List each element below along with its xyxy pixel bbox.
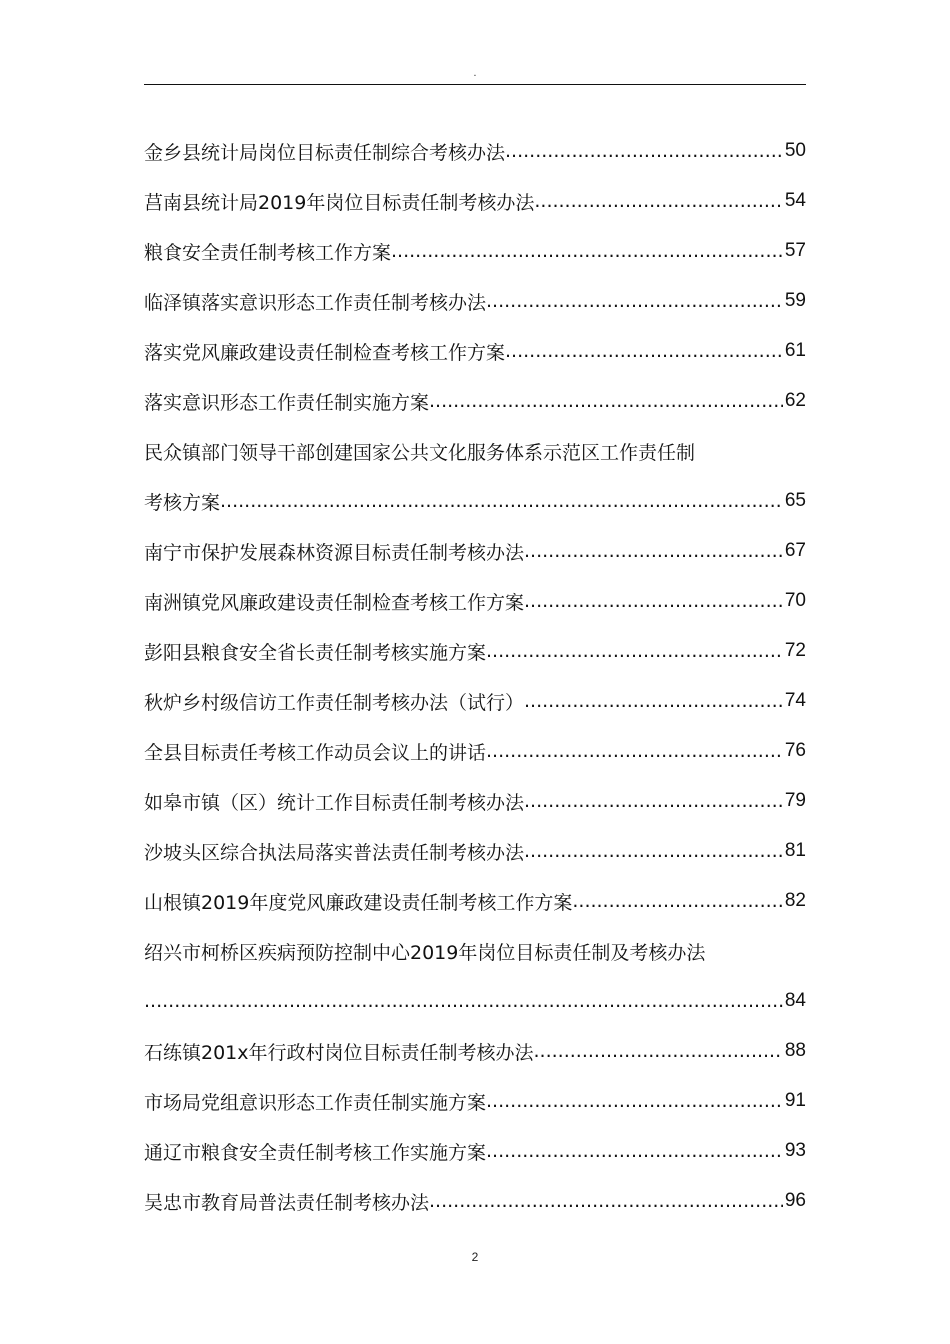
toc-leader-dots: [534, 190, 783, 212]
toc-entry-title: 全县目标责任考核工作动员会议上的讲话: [144, 741, 487, 764]
toc-entry-page: 96: [784, 1190, 806, 1211]
toc-leader-dots: [486, 740, 783, 762]
toc-entry-title: 南宁市保护发展森林资源目标责任制考核办法: [144, 541, 525, 564]
toc-entry[interactable]: [144, 676, 806, 726]
toc-entry[interactable]: [144, 226, 806, 276]
toc-entry-page: 67: [784, 540, 806, 561]
toc-leader-dots: [534, 1040, 783, 1062]
toc-entry-page: 59: [784, 290, 806, 311]
toc-entry[interactable]: [144, 526, 806, 576]
toc-entry[interactable]: [144, 776, 806, 826]
toc-entry-page: 91: [784, 1090, 806, 1111]
toc-entry-title: 南洲镇党风廉政建设责任制检查考核工作方案: [144, 591, 525, 614]
toc-entry-wrapped-first-line[interactable]: [144, 926, 806, 976]
toc-entry[interactable]: [144, 576, 806, 626]
toc-entry-title: 落实意识形态工作责任制实施方案: [144, 391, 430, 414]
toc-entry-page: 74: [784, 690, 806, 711]
toc-entry[interactable]: [144, 276, 806, 326]
toc-entry-page: 54: [784, 190, 806, 211]
toc-leader-dots: [486, 1140, 783, 1162]
toc-entry-title: 彭阳县粮食安全省长责任制考核实施方案: [144, 641, 487, 664]
toc-entry-title: 如皋市镇（区）统计工作目标责任制考核办法: [144, 791, 525, 814]
toc-entry-page: 61: [784, 340, 806, 361]
toc-entry-page: 76: [784, 740, 806, 761]
page-number: 2: [471, 1250, 479, 1264]
toc-entry[interactable]: [144, 1026, 806, 1076]
toc-entry[interactable]: [144, 826, 806, 876]
toc-entry-page: 70: [784, 590, 806, 611]
toc-entry-title: 民众镇部门领导干部创建国家公共文化服务体系示范区工作责任制: [144, 441, 696, 464]
toc-entry-title: 绍兴市柯桥区疾病预防控制中心2019年岗位目标责任制及考核办法: [144, 941, 706, 964]
toc-entry-page: 93: [784, 1140, 806, 1161]
toc-entry[interactable]: [144, 376, 806, 426]
toc-leader-dots: [524, 790, 783, 812]
toc-entry-title: 莒南县统计局2019年岗位目标责任制考核办法: [144, 191, 535, 214]
toc-entry-title: 市场局党组意识形态工作责任制实施方案: [144, 1091, 487, 1114]
toc-entry-title: 金乡县统计局岗位目标责任制综合考核办法: [144, 141, 506, 164]
toc-entry-page: 84: [784, 990, 806, 1011]
toc-entry-wrapped-second-line[interactable]: [144, 476, 806, 526]
toc-leader-dots: [505, 140, 783, 162]
toc-entry[interactable]: [144, 1126, 806, 1176]
toc-entry-page: 62: [784, 390, 806, 411]
toc-entry-page: 82: [784, 890, 806, 911]
toc-entry[interactable]: [144, 876, 806, 926]
toc-leader-dots: [391, 240, 783, 262]
toc-leader-dots: [144, 990, 783, 1012]
toc-leader-dots: [486, 640, 783, 662]
toc-entry-title: 粮食安全责任制考核工作方案: [144, 241, 392, 264]
toc-leader-dots: [486, 290, 783, 312]
toc-leader-dots: [429, 390, 783, 412]
toc-leader-dots: [524, 540, 783, 562]
toc-entry[interactable]: [144, 1076, 806, 1126]
toc-entry-page: 50: [784, 140, 806, 161]
header-rule: [144, 84, 806, 85]
toc-entry-title-continued: 考核方案: [144, 491, 221, 514]
toc-leader-dots: [524, 840, 783, 862]
toc-leader-dots: [486, 1090, 783, 1112]
toc-entry[interactable]: [144, 1176, 806, 1226]
toc-leader-dots: [524, 690, 783, 712]
toc-entry-page: 79: [784, 790, 806, 811]
toc-entry[interactable]: [144, 126, 806, 176]
toc-entry-title: 吴忠市教育局普法责任制考核办法: [144, 1191, 430, 1214]
toc-entry-wrapped-first-line[interactable]: [144, 426, 806, 476]
toc-entry-title: 落实党风廉政建设责任制检查考核工作方案: [144, 341, 506, 364]
toc-leader-dots: [572, 890, 783, 912]
toc-entry[interactable]: [144, 626, 806, 676]
toc-entry-page: 65: [784, 490, 806, 511]
toc-leader-dots: [524, 590, 783, 612]
toc-entry-title: 山根镇2019年度党风廉政建设责任制考核工作方案: [144, 891, 573, 914]
toc-entry[interactable]: [144, 726, 806, 776]
toc-entry-page: 72: [784, 640, 806, 661]
toc-entry[interactable]: [144, 176, 806, 226]
toc-entry-title: 临泽镇落实意识形态工作责任制考核办法: [144, 291, 487, 314]
table-of-contents: [144, 126, 806, 1226]
toc-entry-page: 81: [784, 840, 806, 861]
toc-entry-page: 57: [784, 240, 806, 261]
toc-entry-page: 88: [784, 1040, 806, 1061]
toc-entry-title: 通辽市粮食安全责任制考核工作实施方案: [144, 1141, 487, 1164]
header-mark: .: [473, 68, 477, 79]
toc-entry-title: 石练镇201x年行政村岗位目标责任制考核办法: [144, 1041, 534, 1064]
toc-leader-dots: [220, 490, 783, 512]
toc-entry-title: 沙坡头区综合执法局落实普法责任制考核办法: [144, 841, 525, 864]
toc-leader-dots: [505, 340, 783, 362]
toc-leader-dots: [429, 1190, 783, 1212]
toc-entry[interactable]: [144, 326, 806, 376]
toc-entry-wrapped-second-line[interactable]: [144, 976, 806, 1026]
toc-entry-title: 秋炉乡村级信访工作责任制考核办法（试行）: [144, 691, 525, 714]
